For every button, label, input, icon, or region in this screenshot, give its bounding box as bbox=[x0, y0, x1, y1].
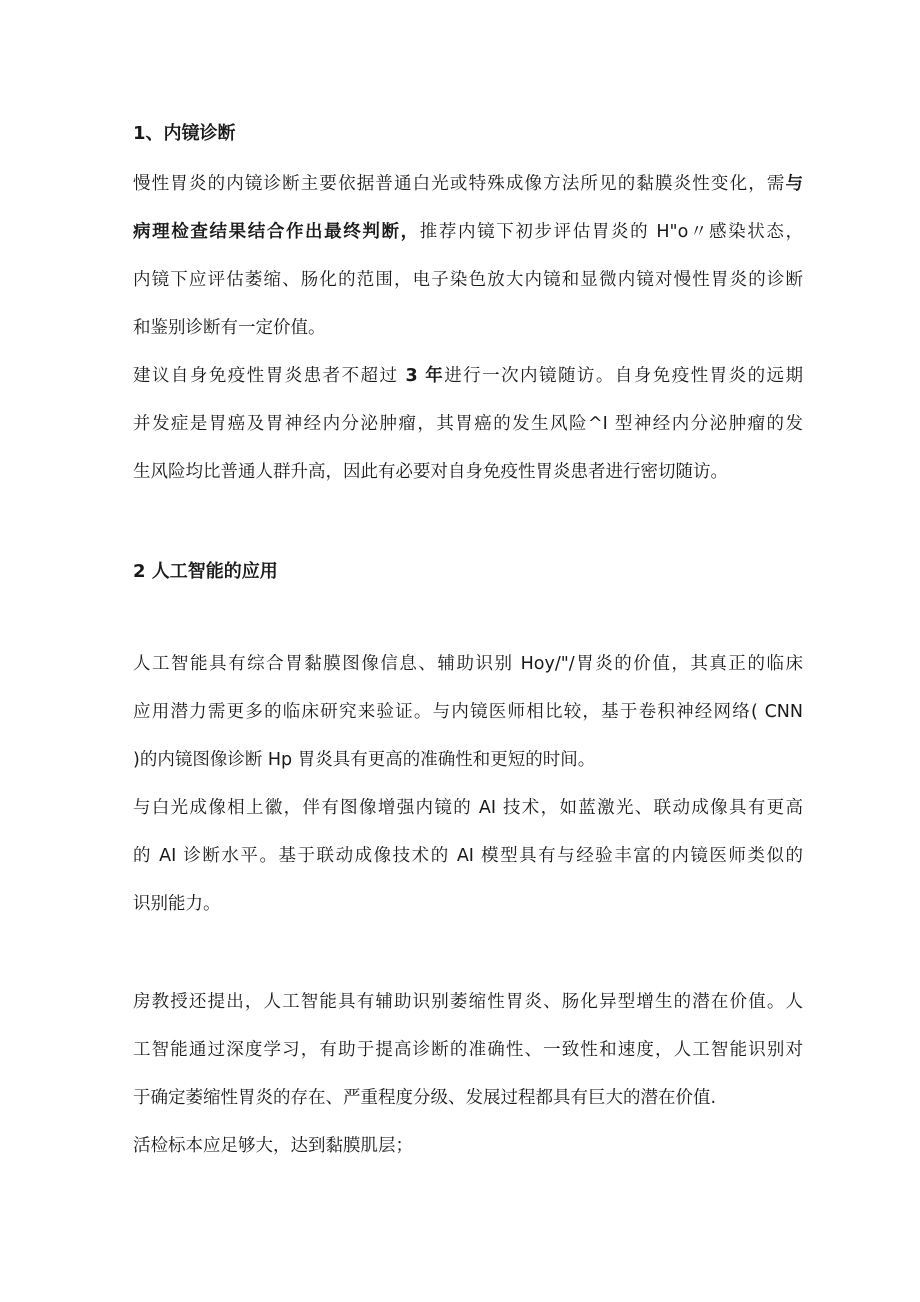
paragraph-line: 的 AI 诊断水平。基于联动成像技术的 AI 模型具有与经验丰富的内镜医师类似的 bbox=[133, 846, 803, 866]
paragraph-biopsy-specimen bbox=[133, 1122, 803, 1170]
paragraph-line: 并发症是胃癌及胃神经内分泌肿瘤，其胃癌的发生风险^I 型神经内分泌肿瘤的发 bbox=[133, 414, 803, 434]
paragraph-line: )的内镜图像诊断 Hp 胃炎具有更高的准确性和更短的时间。 bbox=[133, 750, 596, 770]
paragraph-line: 工智能通过深度学习，有助于提高诊断的准确性、一致性和速度，人工智能识别对 bbox=[133, 1040, 803, 1060]
paragraph-line: 慢性胃炎的内镜诊断主要依据普通白光或特殊成像方法所见的黏膜炎性变化，需与 bbox=[133, 174, 803, 194]
paragraph-line: 人工智能具有综合胃黏膜图像信息、辅助识别 Hoy/"/胃炎的价值，其真正的临床 bbox=[133, 654, 803, 674]
paragraph-ai-atrophic-gastritis bbox=[133, 978, 803, 1122]
paragraph-endoscopic-diagnosis bbox=[133, 160, 803, 352]
paragraph-line: 和鉴别诊断有一定价值。 bbox=[133, 318, 326, 338]
paragraph-line: 于确定萎缩性胃炎的存在、严重程度分级、发展过程都具有巨大的潜在价值. bbox=[133, 1088, 717, 1108]
paragraph-autoimmune-gastritis-followup bbox=[133, 352, 803, 496]
paragraph-ai-image-enhanced bbox=[133, 784, 803, 928]
paragraph-ai-hp-gastritis bbox=[133, 640, 803, 784]
paragraph-line: 应用潜力需更多的临床研究来验证。与内镜医师相比较，基于卷积神经网络( CNN bbox=[133, 702, 803, 722]
section-heading-endoscopic-diagnosis: 1、内镜诊断 bbox=[133, 123, 236, 144]
paragraph-line: 建议自身免疫性胃炎患者不超过 3 年进行一次内镜随访。自身免疫性胃炎的远期 bbox=[133, 366, 804, 386]
paragraph-line: 活检标本应足够大，达到黏膜肌层； bbox=[133, 1136, 413, 1156]
paragraph-line: 与白光成像相上徽，伴有图像增强内镜的 AI 技术，如蓝激光、联动成像具有更高 bbox=[133, 798, 803, 818]
paragraph-line: 内镜下应评估萎缩、肠化的范围，电子染色放大内镜和显微内镜对慢性胃炎的诊断 bbox=[133, 270, 803, 290]
paragraph-line: 识别能力。 bbox=[133, 894, 221, 914]
section-heading-ai-application: 2 人工智能的应用 bbox=[133, 561, 278, 582]
paragraph-line: 病理检查结果结合作出最终判断，推荐内镜下初步评估胃炎的 H"o〃感染状态， bbox=[133, 222, 804, 242]
paragraph-line: 生风险均比普通人群升高，因此有必要对自身免疫性胃炎患者进行密切随访。 bbox=[133, 462, 728, 482]
paragraph-line: 房教授还提出，人工智能具有辅助识别萎缩性胃炎、肠化异型增生的潜在价值。人 bbox=[133, 992, 803, 1012]
